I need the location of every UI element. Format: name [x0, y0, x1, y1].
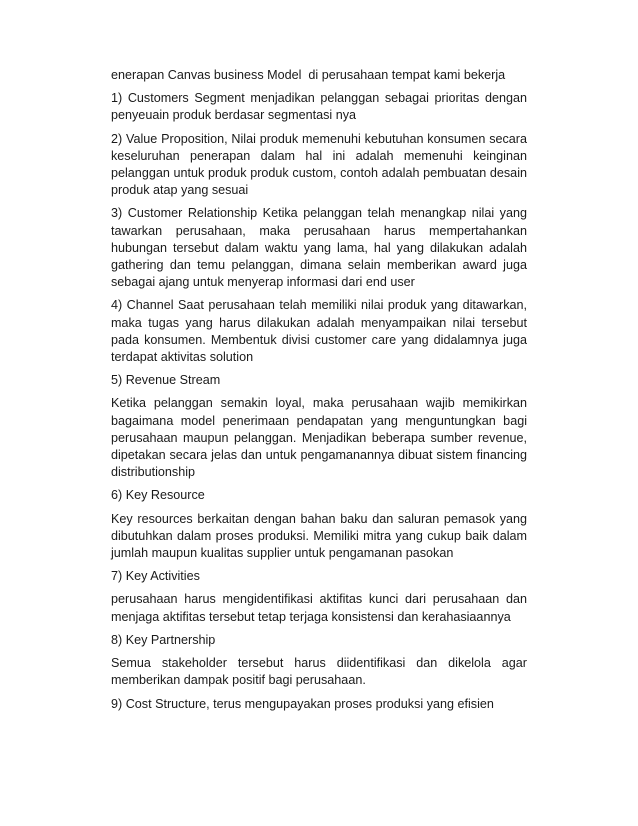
intro-paragraph: enerapan Canvas business Model di perusahaan tempat kami bekerja — [111, 68, 506, 82]
key-activities-paragraph: perusahaan harus mengidentifikasi aktifitas kunci dari perusahaan dan menjaga aktifitas tersebut tetap terjaga konsistensi dan kerahasiaannya — [111, 592, 527, 624]
channel-paragraph: 4) Channel Saat perusahaan telah memiliki nilai produk yang ditawarkan, maka tugas yang harus dilakukan adalah menyampaikan nilai tersebut pada konsumen. Membentuk divisi customer care yang didalamnya juga terdapat aktivitas solution — [111, 298, 527, 365]
key-resource-heading: 6) Key Resource — [111, 488, 205, 503]
cost-structure-paragraph: 9) Cost Structure, terus mengupayakan proses produksi yang efisien — [111, 696, 494, 711]
key-partnership-paragraph: Semua stakeholder tersebut harus diidentifikasi dan dikelola agar memberikan dampak positif bagi perusahaan. — [111, 656, 527, 688]
document-body — [111, 67, 527, 719]
customer-relationship-paragraph: 3) Customer Relationship Ketika pelanggan telah menangkap nilai yang tawarkan perusahaan, maka perusahaan harus mempertahankan hubungan tersebut dalam waktu yang lama, hal yang dilakukan adalah gathering dan temu pelanggan, dimana selain memberikan award juga sebagai ajang untuk menyerap informasi dari end user — [111, 206, 527, 290]
value-proposition-paragraph: 2) Value Proposition, Nilai produk memenuhi kebutuhan konsumen secara keseluruhan penerapan dalam hal ini adalah memenuhi keinginan pelanggan untuk produk produk custom, contoh adalah pembuatan desain produk atap yang sesuai — [111, 131, 527, 198]
revenue-stream-heading: 5) Revenue Stream — [111, 373, 221, 388]
key-partnership-heading: 8) Key Partnership — [111, 632, 216, 647]
customer-segment-paragraph: 1) Customers Segment menjadikan pelanggan sebagai prioritas dengan penyeuain produk berdasar segmentasi nya — [111, 91, 527, 123]
revenue-stream-paragraph: Ketika pelanggan semakin loyal, maka perusahaan wajib memikirkan bagaimana model penerimaan pendapatan yang menguntungkan bagi perusahaan maupun pelanggan. Menjadikan beberapa sumber revenue, dipetakan secara jelas dan untuk pengamanannya dibuat sistem financing distributionship — [111, 396, 527, 480]
key-resource-paragraph: Key resources berkaitan dengan bahan baku dan saluran pemasok yang dibutuhkan dalam proses produksi. Memiliki mitra yang cukup baik dalam jumlah maupun kualitas supplier untuk pengamanan pasokan — [111, 511, 527, 561]
key-activities-heading: 7) Key Activities — [111, 569, 200, 584]
